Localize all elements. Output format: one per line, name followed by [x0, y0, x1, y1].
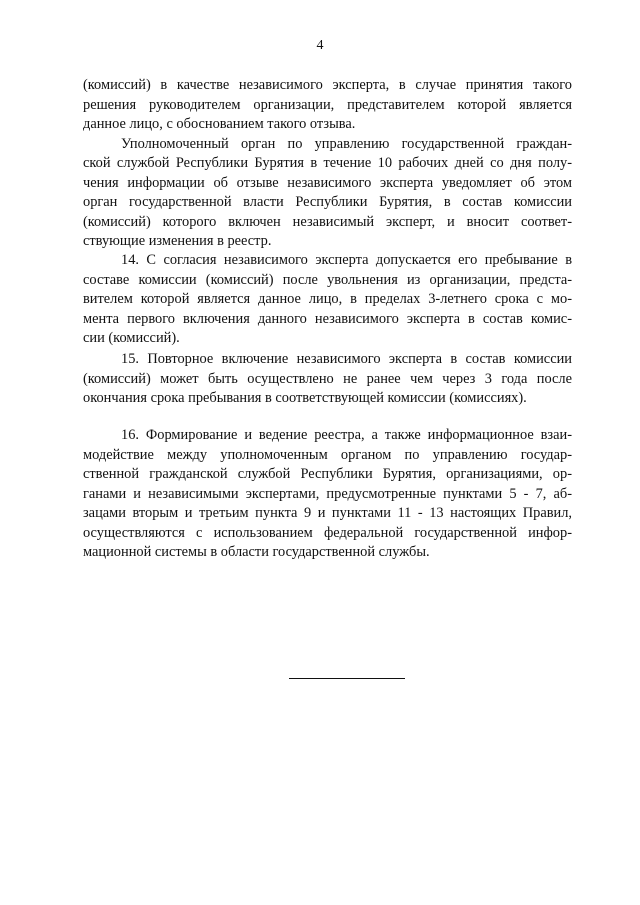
text-line: Уполномоченный орган по управлению государственной граждан-: [121, 135, 572, 152]
text-line: 15. Повторное включение независимого эксперта в состав комиссии: [121, 351, 572, 367]
paragraph-continuation: [83, 76, 572, 252]
text-line: ской службой Республики Бурятия в течение 10 рабочих дней со дня полу-: [83, 155, 572, 171]
paragraph-clause-15: [83, 350, 572, 409]
text-line: 14. С согласия независимого эксперта допускается его пребывание в: [121, 252, 572, 268]
text-line: окончания срока пребывания в соответствующей комиссии (комиссиях).: [83, 390, 527, 406]
text-line: чения информации об отзыве независимого эксперта уведомляет об этом: [83, 174, 572, 191]
text-line: решения руководителем организации, представителем которой является: [83, 96, 572, 113]
end-of-document-rule: [289, 678, 405, 679]
text-line: (комиссий) может быть осуществлено не ранее чем через 3 года после: [83, 370, 572, 387]
paragraph-clause-16: [83, 426, 572, 563]
text-line: (комиссий) которого включен независимый эксперт, и вносит соответ-: [83, 213, 572, 230]
text-line: ственной гражданской службой Республики Бурятия, организациями, ор-: [83, 466, 572, 482]
text-line: мационной системы в области государственной службы.: [83, 544, 430, 560]
page-number: 4: [316, 38, 324, 53]
text-line: вителем которой является данное лицо, в пределах 3-летнего срока с мо-: [83, 291, 572, 307]
text-line: ганами и независимыми экспертами, предусмотренные пунктами 5 - 7, аб-: [83, 485, 572, 502]
text-line: зацами вторым и третьим пункта 9 и пунктами 11 - 13 настоящих Правил,: [83, 505, 572, 521]
text-line: модействие между уполномоченным органом по управлению государ-: [83, 446, 572, 463]
text-line: орган государственной власти Республики Бурятия, в состав комиссии: [83, 194, 572, 210]
text-line: данное лицо, с обоснованием такого отзыва.: [83, 116, 356, 132]
text-line: осуществляются с использованием федеральной государственной инфор-: [83, 524, 572, 541]
text-line: 16. Формирование и ведение реестра, а также информационное взаи-: [121, 427, 572, 443]
text-line: составе комиссии (комиссий) после увольнения из организации, предста-: [83, 271, 572, 288]
text-line: ствующие изменения в реестр.: [83, 233, 272, 249]
text-line: мента первого включения данного независимого эксперта в состав комис-: [83, 310, 572, 327]
text-line: (комиссий) в качестве независимого эксперта, в случае принятия такого: [83, 77, 572, 93]
text-line: сии (комиссий).: [83, 330, 180, 346]
paragraph-clause-14: [83, 251, 572, 349]
